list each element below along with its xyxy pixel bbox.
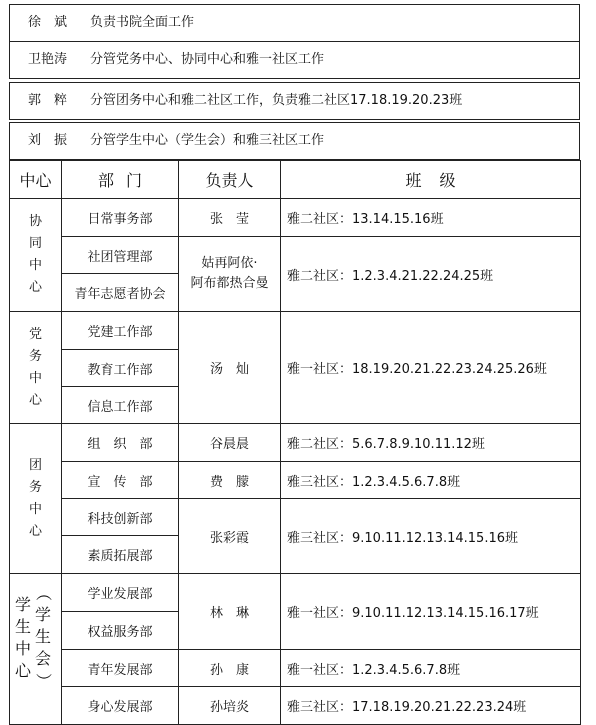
dept-cell: 宣 传 部	[62, 462, 179, 499]
center-cell	[10, 574, 62, 725]
header-head: 负责人	[179, 161, 281, 199]
head-cell: 孙培炎	[179, 687, 281, 725]
leader-name: 徐 斌	[28, 15, 68, 30]
dept-cell: 青年志愿者协会	[62, 274, 179, 312]
classes-cell: 雅三社区：17.18.19.20.21.22.23.24班	[281, 687, 581, 725]
classes-cell: 雅三社区：1.2.3.4.5.6.7.8班	[281, 462, 581, 499]
dept-cell: 学业发展部	[62, 574, 179, 612]
leader-row	[9, 122, 580, 160]
center-chars-sub	[34, 582, 54, 692]
center-chars-main	[15, 594, 31, 682]
org-document	[9, 4, 580, 720]
center-char: 心	[28, 523, 42, 539]
student-center-label	[10, 574, 61, 724]
dept-cell: 党建工作部	[62, 312, 179, 350]
head-cell: 张彩霞	[179, 499, 281, 574]
head-cell: 张 莹	[179, 199, 281, 237]
center-char: 中	[15, 639, 32, 658]
leader-name: 刘 振	[28, 133, 68, 148]
header-center: 中心	[10, 161, 62, 199]
org-table	[9, 160, 581, 725]
table-row	[10, 237, 581, 274]
dept-cell: 科技创新部	[62, 499, 179, 536]
center-char: 务	[28, 348, 42, 364]
dept-cell: 素质拓展部	[62, 536, 179, 574]
table-row	[10, 312, 581, 350]
head-cell: 费 朦	[179, 462, 281, 499]
head-cell: 林 琳	[179, 574, 281, 650]
center-cell	[10, 424, 62, 574]
center-char: 党	[28, 326, 42, 342]
paren-close: ）	[34, 672, 54, 690]
head-cell: 汤 灿	[179, 312, 281, 424]
head-cell	[179, 237, 281, 312]
table-row	[10, 574, 581, 612]
head-name-line: 姑再阿依·	[201, 256, 258, 271]
head-name-line: 阿布都热合曼	[190, 276, 269, 291]
leader-duty: 分管学生中心（学生会）和雅三社区工作	[90, 133, 325, 148]
classes-cell: 雅三社区：9.10.11.12.13.14.15.16班	[281, 499, 581, 574]
leader-row	[9, 41, 580, 79]
classes-cell: 雅一社区：18.19.20.21.22.23.24.25.26班	[281, 312, 581, 424]
dept-cell: 身心发展部	[62, 687, 179, 725]
header-dept-label: 部门	[97, 171, 154, 190]
center-char: 生	[15, 617, 32, 636]
leader-name: 郭 粹	[28, 93, 68, 108]
dept-cell: 信息工作部	[62, 387, 179, 424]
table-row	[10, 199, 581, 237]
dept-cell: 权益服务部	[62, 612, 179, 650]
center-char: 协	[28, 214, 42, 229]
table-row	[10, 650, 581, 687]
head-cell: 孙 康	[179, 650, 281, 687]
leader-row	[9, 4, 580, 42]
center-char: 会	[35, 649, 52, 668]
header-classes	[281, 161, 581, 199]
classes-cell: 雅二社区：1.2.3.4.21.22.24.25班	[281, 237, 581, 312]
leader-row	[9, 82, 580, 120]
head-cell: 谷晨晨	[179, 424, 281, 462]
center-char: 心	[28, 280, 42, 295]
center-char: 学	[35, 605, 52, 624]
center-char: 心	[15, 661, 32, 680]
dept-cell: 日常事务部	[62, 199, 179, 237]
center-char: 中	[28, 258, 42, 273]
leader-duty: 负责书院全面工作	[90, 15, 195, 30]
table-header-row	[10, 161, 581, 199]
classes-cell: 雅二社区：13.14.15.16班	[281, 199, 581, 237]
center-cell	[10, 312, 62, 424]
center-char: 心	[28, 392, 42, 408]
classes-cell: 雅二社区：5.6.7.8.9.10.11.12班	[281, 424, 581, 462]
center-char: 学	[15, 595, 32, 614]
header-dept	[62, 161, 179, 199]
dept-cell: 教育工作部	[62, 350, 179, 387]
paren-open: （	[34, 584, 54, 602]
dept-cell: 社团管理部	[62, 237, 179, 274]
classes-cell: 雅一社区：1.2.3.4.5.6.7.8班	[281, 650, 581, 687]
center-char: 务	[28, 479, 42, 495]
center-char: 同	[28, 236, 42, 251]
dept-cell: 青年发展部	[62, 650, 179, 687]
classes-cell: 雅一社区：9.10.11.12.13.14.15.16.17班	[281, 574, 581, 650]
leader-duty: 分管团务中心和雅二社区工作，负责雅二社区17.18.19.20.23班	[90, 93, 463, 108]
table-row	[10, 687, 581, 725]
center-char: 生	[35, 627, 52, 646]
table-row	[10, 424, 581, 462]
table-row	[10, 462, 581, 499]
center-char: 团	[28, 457, 42, 473]
leader-duty: 分管党务中心、协同中心和雅一社区工作	[90, 52, 325, 67]
header-classes-label: 班级	[405, 171, 474, 190]
table-row	[10, 499, 581, 536]
dept-cell: 组 织 部	[62, 424, 179, 462]
center-cell	[10, 199, 62, 312]
center-char: 中	[28, 501, 42, 517]
center-char: 中	[28, 370, 42, 386]
leader-name: 卫艳涛	[28, 52, 68, 67]
